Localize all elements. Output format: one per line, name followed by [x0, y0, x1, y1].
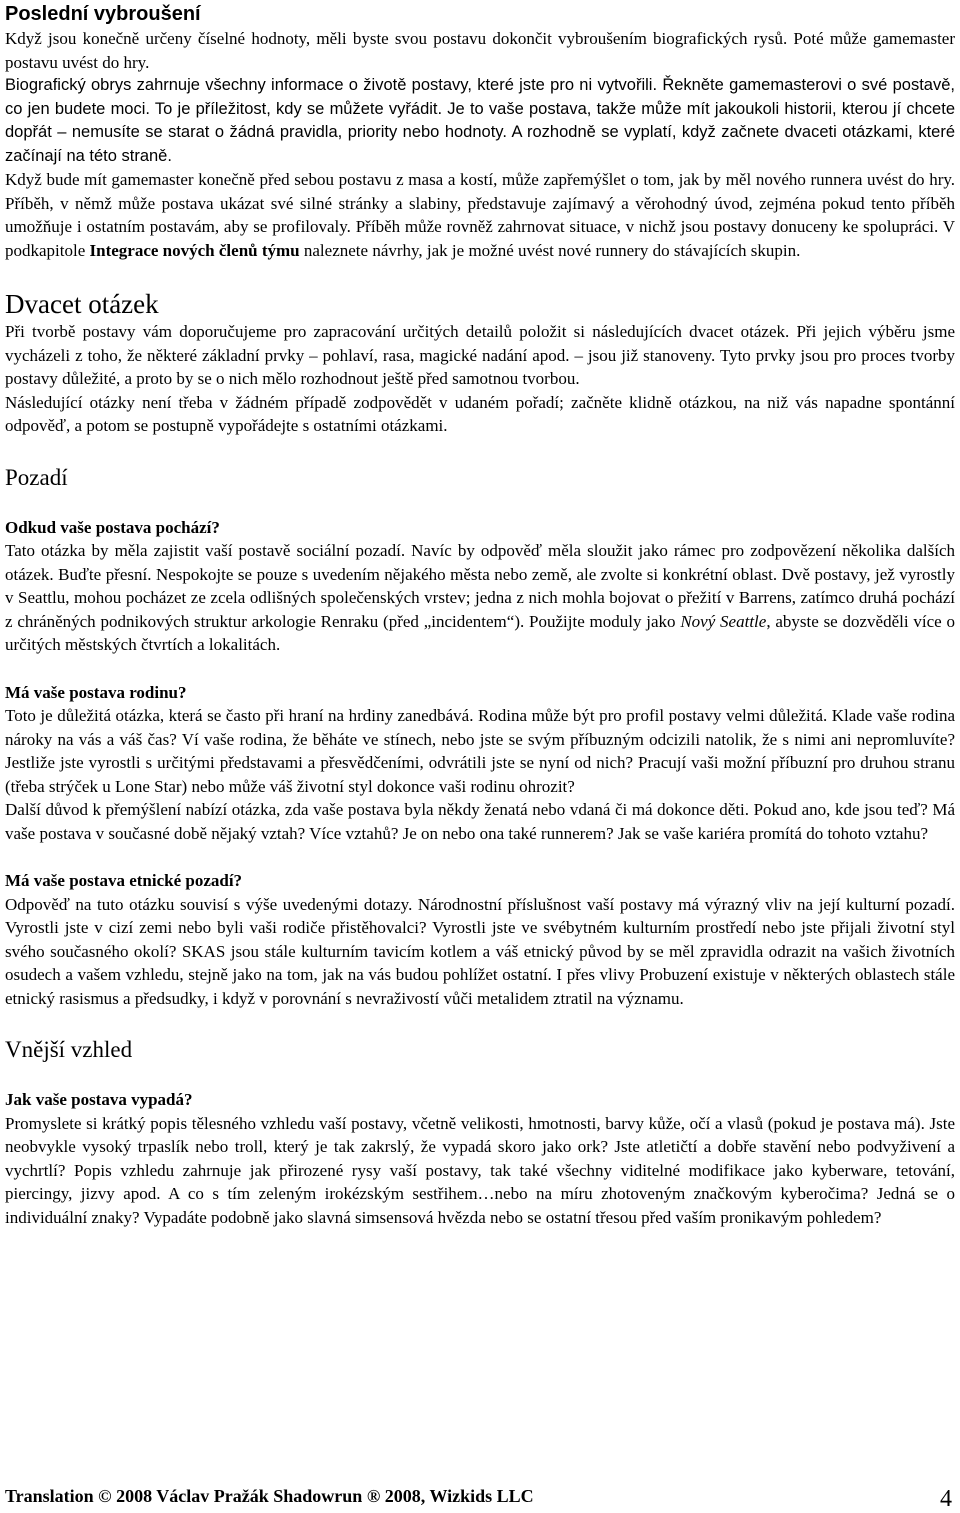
paragraph: Promyslete si krátký popis tělesného vzhledu vaší postavy, včetně velikosti, hmotnosti, barvy kůže, očí a vlasů (pokud je postava má). Jste neobvykle vysoký trpaslík nebo troll, který je tak zakrslý, že vypadá skoro jako ork? Jste atletičtí a dobře stavění nebo podvyživení a vychrtlí? Popis vzhledu zahrnuje jak přirozené rysy vaší postavy, tak také všechny viditelné modifikace jako kyberware, tetování, piercingy, jizvy apod. A co s tím zeleným irokézským sestřihem…nebo na míru zhotoveným značkovým kyberočima? Jedná se o individuální znaky? Vypadáte podobně jako slavná simsensová hvězda nebo se ostatní třesou před vaším pronikavým pohledem? [5, 1113, 955, 1227]
paragraph: Další důvod k přemýšlení nabízí otázka, zda vaše postava byla někdy ženatá nebo vdaná či má dokonce děti. Pokud ano, kde jsou teď? Má vaše postava v současné době nějaký vztah? Více vztahů? Je on nebo ona také runnerem? Jak se vaše kariéra promítá do tohoto vztahu? [5, 800, 955, 843]
question-heading: Má vaše postava etnické pozadí? [5, 871, 243, 890]
subsection-title-pozadi: Pozadí [5, 464, 68, 490]
question-heading: Odkud vaše postava pochází? [5, 517, 220, 537]
spacer [5, 1010, 955, 1036]
question-heading: Jak vaše postava vypadá? [5, 1090, 193, 1109]
question-heading: Má vaše postava rodinu? [5, 682, 187, 702]
italic-reference: Nový Seattle [680, 611, 767, 631]
subsection-title-vnejsi-vzhled: Vnější vzhled [5, 1037, 133, 1062]
paragraph: Toto je důležitá otázka, která se často při hraní na hrdiny zanedbává. Rodina může být pro profil postavy velmi důležitá. Klade vaše rodina nároky na vás a váš čas? Ví vaše rodina, že běháte ve stínech, nebo jste se svým příbuzným odcizili natolik, že s nimi ani nepromluvíte? Jestliže jste vyrostli s určitými představami a přesvědčeními, odvrátili jste se nyní od nich? Pracují vaši možní příbuzní pro druhou stranu (třeba strýček u Lone Star) nebo může váš životní styl dokonce vaši rodinu ohrozit? [5, 706, 955, 796]
paragraph: Následující otázky není třeba v žádném případě zodpovědět v udaném pořadí; začněte klidně otázkou, na niž vás napadne spontánní odpověď, a potom se postupně vypořádejte s ostatními otázkami. [5, 392, 955, 435]
page-number: 4 [940, 1486, 952, 1512]
spacer [5, 262, 955, 288]
page-footer [5, 1486, 952, 1512]
text-run: naleznete návrhy, jak je možné uvést nové runnery do stávajících skupin. [299, 240, 801, 260]
text-run: Tato otázka by měla zajistit vaší postavě sociální pozadí. Navíc by odpověď měla sloužit jako rámec pro zodpovězení několika dalších otázek. Buďte přesní. Nespokojte se pouze s uvedením nějakého města nebo země, ale zvolte si konkrétní oblast. Dvě postavy, jež vyrostly v Seattlu, mohou pocházet ze zcela odlišných společenských vrstev; jedna z nich mohla bojovat o přežití v Barrens, zatímco druhá pochází z chráněných podnikových struktur arkologie Renraku (před „incidentem“). Použijte moduly jako [5, 541, 955, 631]
paragraph [5, 168, 955, 262]
paragraph: Při tvorbě postavy vám doporučujeme pro zapracování určitých detailů položit si následujících dvacet otázek. Při jejich výběru jsme vycházeli z toho, že některé základní prvky – pohlaví, rasa, magické nadání apod. – jsou již stanoveny. Tyto prvky jsou pro proces tvorby postavy důležité, a proto by se o nich mělo rozhodnout ještě před samotnou tvorbou. [5, 322, 955, 388]
text-run: , abyste se dozvěděli více o určitých městských čtvrtích a lokalitách. [5, 611, 955, 654]
paragraph: Odpověď na tuto otázku souvisí s výše uvedenými dotazy. Národnostní příslušnost vaší postavy má výrazný vliv na její kulturní pozadí. Vyrostli jste v cizí zemi nebo byli vaši rodiče přistěhovalci? Vyrostli jste ve svébytném kulturním prostředí nebo jste přijali životní styl svého současného okolí? SKAS jsou stále kulturním tavicím kotlem a váš etnický původ by se měl zpravidla odrazit na vašich životních osudech a vašem vzhledu, stejně jako na tom, jak na vás budou pohlížet ostatní. I přes vlivy Probuzení existuje v některých oblastech stále etnický rasismus a předsudky, i když v porovnání s nevraživostí vůči metalidem ztratil na významu. [5, 894, 955, 1008]
bold-reference: Integrace nových členů týmu [89, 240, 300, 260]
paragraph [5, 539, 955, 657]
spacer [5, 657, 955, 681]
section-title-dvacet-otazek: Dvacet otázek [5, 289, 159, 319]
text-run: Když bude mít gamemaster konečně před sebou postavu z masa a kostí, může zapřemýšlet o tom, jak by měl nového runnera uvést do hry. Příběh, v němž může postava ukázat své silné stránky a slabiny, představuje zajímavý a věrohodný úvod, zejména pokud tento příběh umožňuje i ostatním postavám, aby se profilovaly. Příběh může rovněž zahrnovat situace, v nichž jsou postavy donuceny ke spolupráci. V podkapitole [5, 170, 955, 260]
spacer [5, 845, 955, 869]
paragraph: Biografický obrys zahrnuje všechny informace o životě postavy, které jste pro ni vytvořili. Řekněte gamemasterovi o své postavě, co jen budete moci. To je příležitost, kdy se můžete vyřádit. Je to vaše postava, takže může mít jakoukoli historii, kterou jí chcete dopřát – nemusíte se starat o žádná pravidla, priority nebo hodnoty. A rozhodně se vyplatí, když začnete dvaceti otázkami, které začínají na této straně. [5, 76, 955, 165]
section-title-posledni-vybrouseni: Poslední vybroušení [5, 3, 201, 25]
paragraph: Když jsou konečně určeny číselné hodnoty, měli byste svou postavu dokončit vybroušením biografických rysů. Poté může gamemaster postavu uvést do hry. [5, 29, 955, 72]
spacer [5, 492, 955, 516]
spacer [5, 1064, 955, 1088]
spacer [5, 438, 955, 464]
footer-credit: Translation © 2008 Václav Pražák Shadowrun ® 2008, Wizkids LLC [5, 1486, 534, 1506]
